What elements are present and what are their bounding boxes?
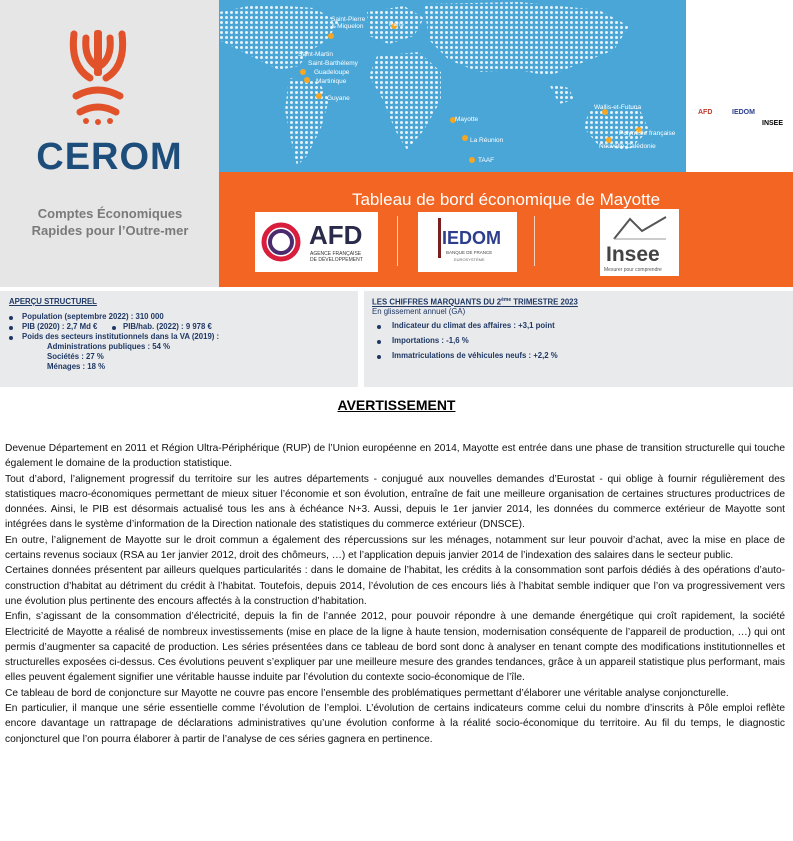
paragraph: Certaines données présentent par ailleurs quelques particularités : dans le domaine de l’habitat, les crédits à la consommation sont parfois dédiés à des opérations d’auto-construction d’habitat au détriment du crédit à l’habitat. Toutefois, depuis 2014, l’évolution de ces encours liés à l’habitat semble indiquer que l’on va progressivement vers une évolution plus pertinente des encours affectés à la construction d’habitation. [5,565,785,607]
climat-affaires-line: Indicateur du climat des affaires : +3,1 point [392,321,555,330]
apercu-title: APERÇU STRUCTUREL [9,297,97,306]
population-line: Population (septembre 2022) : 310 000 [22,312,164,321]
cerom-logo-panel [0,0,219,287]
importations-line: Importations : -1,6 % [392,336,469,345]
poids-line: Poids des secteurs institutionnels dans la VA (2019) : [22,332,220,341]
chiffres-marquants-box [364,291,793,387]
societes-line: Sociétés : 27 % [47,352,104,361]
subtitle-line-1: Comptes Économiques [37,206,183,221]
banner-divider-1 [397,216,398,266]
map-label-saint-martin: Saint-Martin [298,51,334,58]
afd-logo [255,212,378,272]
mini-afd-logo: AFD [698,109,713,116]
immatriculations-line: Immatriculations de véhicules neufs : +2,2 % [392,351,558,360]
map-label-mayotte: Mayotte [455,116,479,123]
insee-tagline: Mesurer pour comprendre [604,267,662,273]
apercu-structurel-box [0,291,358,387]
map-label-saint-pierre: Saint-Pierre & Miquelon [331,16,366,30]
bullet-icon [9,316,13,320]
map-label-taaf: TAAF [478,157,495,164]
mini-iedom-logo: IEDOM [732,109,755,116]
iedom-bar-icon [438,218,441,258]
afd-wordmark: AFD [309,220,363,250]
paragraph: En particulier, il manque une série essentielle comme l’évolution de l’emploi. L’évolution de certains indicateurs comme celui du nombre d’inscrits à Pôle emploi reflète encore davantage un rattrapage de déclarations administratives qu’une évolution conforme à la réalité socio-économique du territoire. Au fil du temps, le diagnostic conjoncturel que l’on pourra élaborer à partir de l’analyse de ces séries gagnera en pertinence. [5,703,785,745]
paragraph: En outre, l’alignement de Mayotte sur le droit commun a également des répercussions sur les ménages, notamment sur leur pouvoir d’achat, avec la mise en place de certains revenus sociaux (RSA au 1er janvier 2012, droit des chômeurs, …) et l’application depuis janvier 2014 de l’indexation des salaires dans le secteur public. [5,534,785,562]
menages-line: Ménages : 18 % [47,362,106,371]
chiffres-title: LES CHIFFRES MARQUANTS DU 2ème TRIMESTRE 2023 [372,297,578,307]
banner-title: Tableau de bord économique de Mayotte [351,190,661,209]
cerom-brand-name: CEROM [36,136,183,178]
map-label-polynesie: Polynésie française [619,130,676,137]
map-label-nouvelle-caledonie: Nouvelle-Calédonie [599,143,656,150]
bullet-icon [377,340,381,344]
map-label-la-reunion: La Réunion [470,137,504,144]
map-label-martinique: Martinique [316,78,347,85]
map-label-guadeloupe: Guadeloupe [314,69,350,76]
map-label-paris: Paris [389,21,404,28]
insee-wordmark: Insee [606,243,660,266]
paragraph: Enfin, s’agissant de la consommation d’électricité, depuis la fin de l’année 2012, pour pouvoir répondre à une demande énergétique qui croît rapidement, la société Electricité de Mayotte a réalisé de nombreux investissements (mise en place de la ligne à haute tension, modernisation conséquente de l’appareil de production, …) qui ont permis d’augmenter sa capacité de production. Les séries présentées dans ce tableau de bord sont donc à analyser en tenant compte des modifications institutionnelles et structurelles exposées ci-dessus. Ces évolutions peuvent s’expliquer par une meilleure mesure des grandes tendances, grâce à un appareil statistique plus performant, mais elles peuvent également signifier une véritable hausse induite par l’évolution du contexte socio-économique de l’île. [5,611,785,684]
bullet-icon [377,325,381,329]
mini-partner-logos [696,100,793,130]
world-map [219,0,686,172]
pib-hab-line: PIB/hab. (2022) : 9 978 € [123,322,212,331]
pib-line: PIB (2020) : 2,7 Md € [22,322,98,331]
map-label-wallis: Wallis-et-Futuna [594,104,642,111]
paragraph: Ce tableau de bord de conjoncture sur Mayotte ne couvre pas encore l’ensemble des problématiques permettant d’élaborer une véritable analyse conjoncturelle. [5,687,729,699]
cerom-subtitle [10,205,210,239]
cerom-emblem-icon [66,26,130,126]
iedom-subtitle-2: EUROSYSTÈME [454,257,485,262]
afd-line-2: DE DÉVELOPPEMENT [310,257,363,263]
insee-graph-icon [610,213,670,243]
bullet-icon [112,326,116,330]
map-label-saint-barthelemy: Saint-Barthélemy [308,60,358,67]
subtitle-line-2: Rapides pour l’Outre-mer [31,223,189,238]
iedom-logo [418,212,517,272]
paragraph: Tout d’abord, l’alignement progressif du territoire sur les autres départements - conjugué aux nouvelles demandes d’Eurostat - qui oblige à fournir régulièrement des statistiques macro-économiques permettant de mieux situer l’économie et son évolution, entraîne de fait une meilleure organisation de certaines structures productrices de données. Ainsi, le PIB est désormais actualisé tous les ans à échéance N+3. Aussi, depuis le 1er janvier 2014, les données du commerce extérieur de Mayotte sont intégrées dans le système d’information de la Direction nationale des statistiques du commerce extérieur (DNSCE). [5,473,785,531]
bullet-icon [377,355,381,359]
administrations-line: Administrations publiques : 54 % [47,342,171,351]
avertissement-heading: AVERTISSEMENT [337,397,456,413]
mini-insee-logo: INSEE [762,120,784,127]
iedom-wordmark: IEDOM [442,228,502,248]
chiffres-subtitle: En glissement annuel (GA) [372,307,466,316]
banner-divider-2 [534,216,535,266]
bullet-icon [9,336,13,340]
avertissement-body [5,441,785,747]
map-label-guyane: Guyane [327,95,350,102]
afd-line-1: AGENCE FRANÇAISE [310,251,362,257]
paragraph: Devenue Département en 2011 et Région Ultra-Périphérique (RUP) de l’Union européenne en 2014, Mayotte est entrée dans une phase de transition structurelle qui touche également le domaine de la production statistique. [5,443,785,470]
bullet-icon [9,326,13,330]
insee-logo [600,209,679,276]
afd-ring-icon [259,220,303,264]
iedom-subtitle: BANQUE DE FRANCE [446,250,493,255]
banner [219,172,793,287]
